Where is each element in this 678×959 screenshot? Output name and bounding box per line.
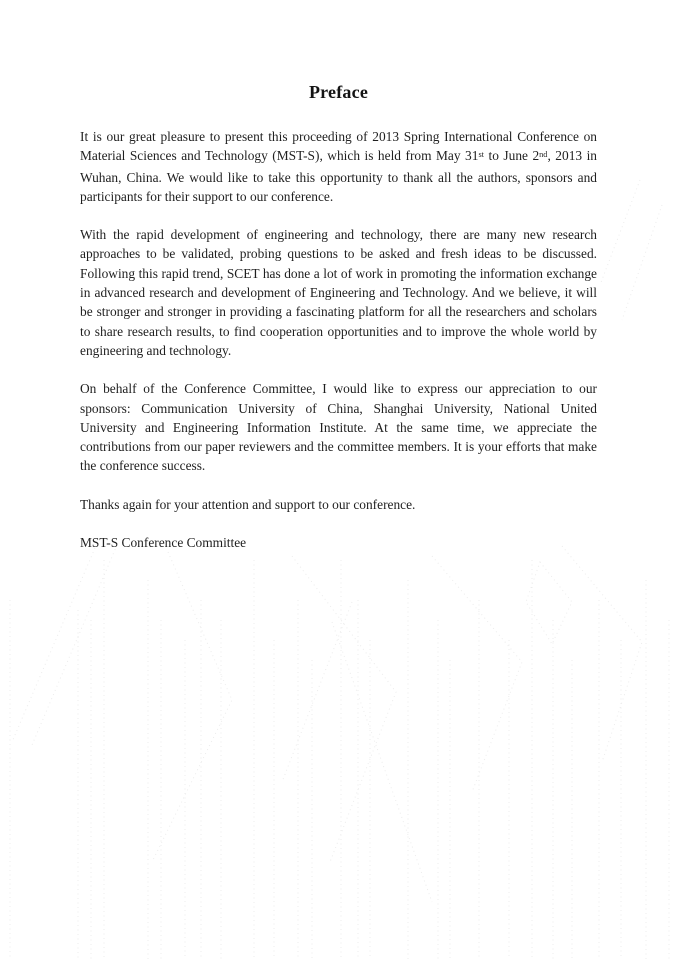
page-title: Preface	[308, 82, 369, 102]
paragraph-thanks: Thanks again for your attention and support to our conference.	[80, 496, 416, 512]
superscript-st: st	[478, 149, 484, 159]
preface-content	[80, 82, 597, 552]
paragraph-introduction	[80, 127, 597, 206]
paragraph-acknowledgements: On behalf of the Conference Committee, I would like to express our appreciation to our sponsors: Communication University of China, Shanghai University, National United University and Engineering Information Institute. At the same time, we appreciate the contributions from our paper reviewers and the committee members. It is your efforts that make the conference success.	[80, 381, 597, 474]
paragraph-introduction-text: to June 2	[484, 148, 540, 164]
paragraph-introduction-text: , 2013 in Wuhan, China. We would like to take this opportunity to thank all the authors, sponsors and participants for their support to our conference.	[80, 148, 597, 204]
signature-line: MST-S Conference Committee	[80, 535, 247, 551]
paragraph-introduction-text: It is our great pleasure to present this proceeding of 2013 Spring International Conference on Material Sciences and Technology (MST-S), which is held from May 31	[80, 129, 597, 164]
paragraph-development: With the rapid development of engineering and technology, there are many new research approaches to be validated, probing questions to be asked and fresh ideas to be discussed. Following this rapid trend, SCET has done a lot of work in promoting the information exchange in advanced research and development of Engineering and Technology. And we believe, it will be stronger and stronger in providing a fascinating platform for all the researchers and scholars to share research results, to find cooperation opportunities and to improve the whole world by engineering and technology.	[80, 227, 597, 358]
superscript-nd: nd	[539, 149, 548, 159]
